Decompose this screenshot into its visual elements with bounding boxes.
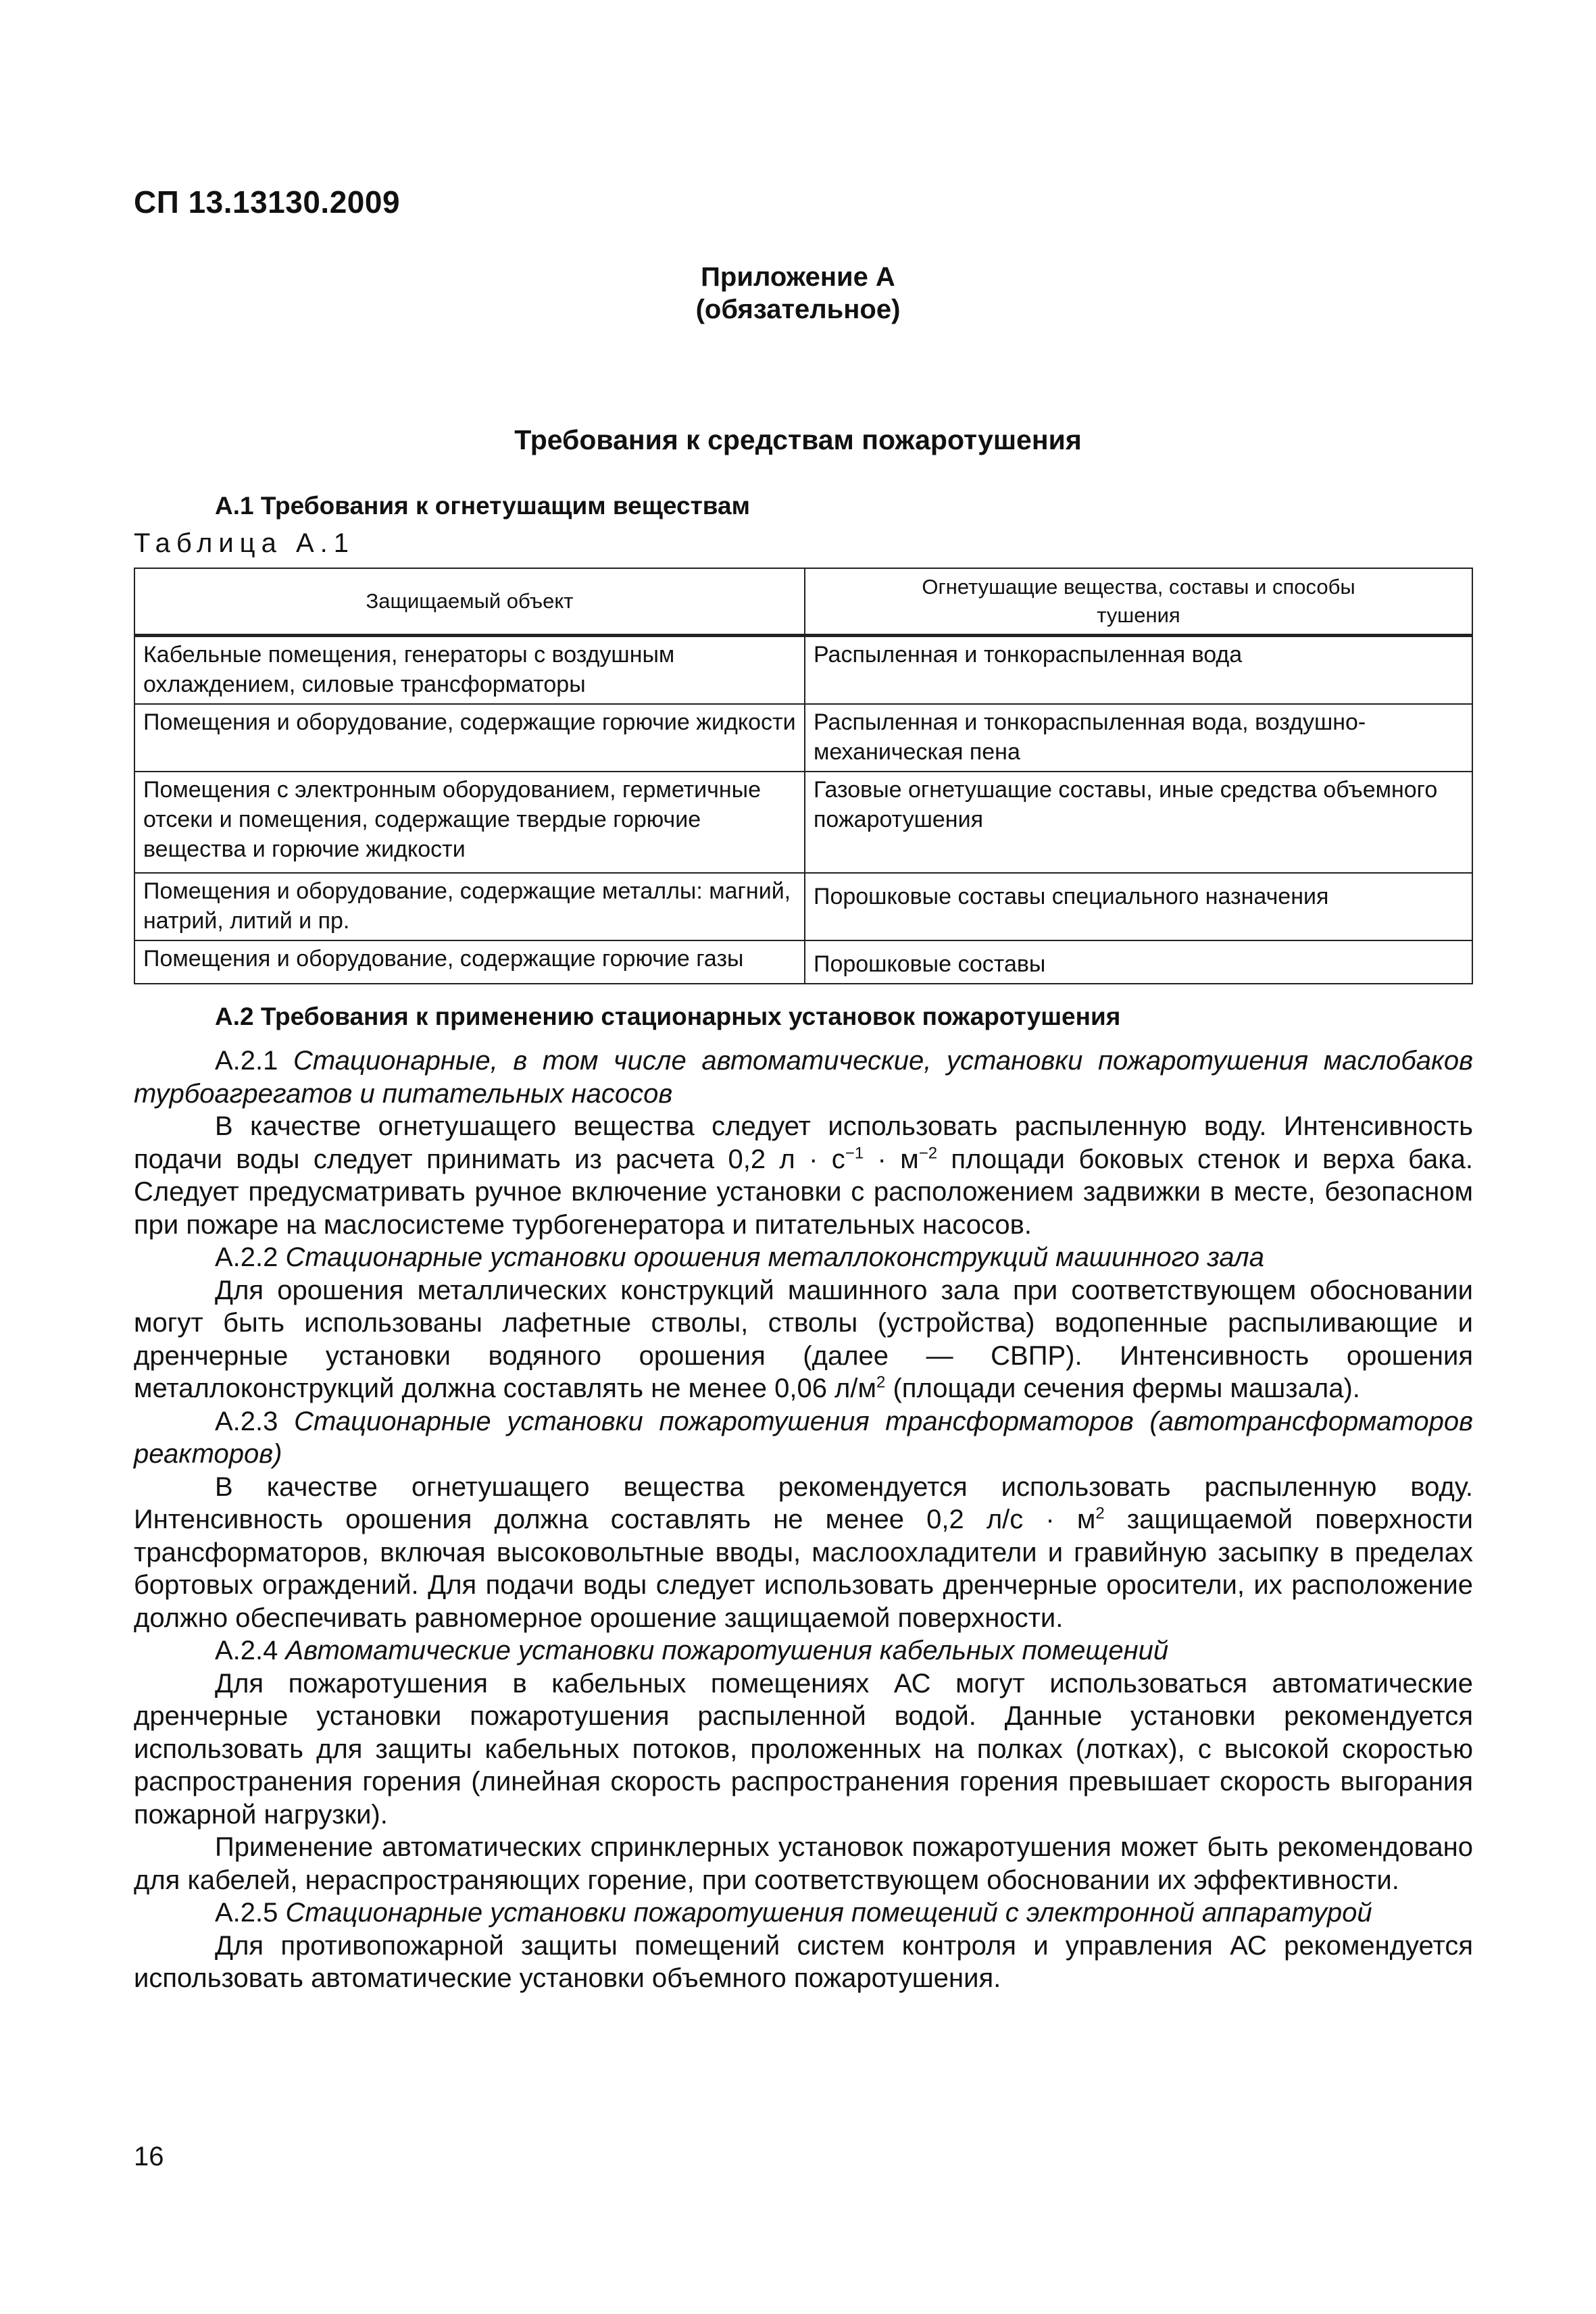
table-cell-object: Помещения и оборудование, содержащие горючие газы: [134, 940, 805, 984]
clause-title: Стационарные, в том числе автоматические, установки пожаротушения маслобаков турбоагрегатов и питательных насосов: [134, 1046, 1473, 1109]
paragraph-text: (площади сечения фермы машзала).: [885, 1374, 1360, 1403]
table-cell-object: Помещения с электронным оборудованием, герметичные отсеки и помещения, содержащие твердые горючие вещества и горючие жидкости: [134, 772, 805, 873]
table-row: [134, 940, 1472, 984]
clause-number: А.2.2: [215, 1242, 278, 1272]
superscript: −1: [845, 1144, 864, 1163]
table-cell-agent: Распыленная и тонкораспыленная вода: [805, 636, 1472, 705]
clause-number: А.2.3: [215, 1406, 278, 1436]
extinguishing-agents-table: [134, 568, 1473, 984]
paragraph: [134, 1110, 1473, 1241]
section-heading-a2: А.2 Требования к применению стационарных установок пожаротушения: [215, 1003, 1121, 1030]
clause-title: Стационарные установки орошения металлоконструкций машинного зала: [285, 1242, 1264, 1272]
table-row: [134, 772, 1472, 873]
column-header-agents: Огнетушащие вещества, составы и способы тушения: [805, 568, 1472, 636]
clause-number: А.2.1: [215, 1046, 278, 1076]
section-a2-body: [134, 1045, 1473, 1995]
clause-number: А.2.4: [215, 1636, 278, 1665]
clause-number: А.2.5: [215, 1898, 278, 1928]
paragraph: Для противопожарной защиты помещений систем контроля и управления АС рекомендуется использовать автоматические установки объемного пожаротушения.: [134, 1930, 1473, 1993]
table-row: [134, 873, 1472, 940]
paragraph: Применение автоматических спринклерных установок пожаротушения может быть рекомендовано для кабелей, нераспространяющих горение, при соответствующем обосновании их эффективности.: [134, 1832, 1473, 1895]
superscript: 2: [876, 1373, 886, 1392]
paragraph: [134, 1471, 1473, 1635]
clause-a-2-1-heading: [134, 1045, 1473, 1110]
clause-title: Стационарные установки пожаротушения помещений с электронной аппаратурой: [285, 1898, 1372, 1928]
table-row: [134, 704, 1472, 772]
superscript: −2: [918, 1144, 938, 1163]
table-cell-object: Помещения и оборудование, содержащие металлы: магний, натрий, литий и пр.: [134, 873, 805, 940]
page-title: Требования к средствам пожаротушения: [514, 424, 1082, 455]
paragraph-text: В качестве огнетушащего вещества рекомендуется использовать распыленную воду. Интенсивность орошения должна составлять не менее 0,2 л/с · м: [134, 1472, 1473, 1534]
superscript: 2: [1095, 1504, 1105, 1523]
clause-title: Стационарные установки пожаротушения трансформаторов (автотрансформаторов реакторов): [134, 1406, 1473, 1469]
table-cell-agent: Порошковые составы специального назначения: [805, 873, 1472, 940]
clause-a-2-5-heading: [134, 1896, 1473, 1930]
clause-a-2-2-heading: [134, 1241, 1473, 1274]
table-cell-agent: Газовые огнетушащие составы, иные средства объемного пожаротушения: [805, 772, 1472, 873]
paragraph: [134, 1274, 1473, 1405]
clause-a-2-3-heading: [134, 1405, 1473, 1471]
table-caption: Таблица А.1: [134, 528, 355, 558]
column-header-object: Защищаемый объект: [134, 568, 805, 636]
section-heading-a1: А.1 Требования к огнетушащим веществам: [215, 492, 750, 520]
paragraph-text: Для орошения металлических конструкций машинного зала при соответствующем обосновании могут быть использованы лафетные стволы, стволы (устройства) водопенные распыливающие и дренчерные установки водяного орошения (далее — СВПР). Интенсивность орошения металлоконструкций должна составлять не менее 0,06 л/м: [134, 1275, 1473, 1403]
clause-a-2-4-heading: [134, 1634, 1473, 1667]
paragraph-text: · м: [864, 1144, 919, 1174]
annex-title: Приложение А: [701, 262, 895, 292]
clause-title: Автоматические установки пожаротушения кабельных помещений: [285, 1636, 1169, 1665]
document-code: СП 13.13130.2009: [134, 184, 401, 220]
table-cell-agent: Порошковые составы: [805, 940, 1472, 984]
table-cell-agent: Распыленная и тонкораспыленная вода, воздушно-механическая пена: [805, 704, 1472, 772]
table-row: [134, 636, 1472, 705]
paragraph-text: площади боковых стенок и верха бака. Следует предусматривать ручное включение установки с расположением задвижки в месте, безопасном при пожаре на маслосистеме турбогенератора и питательных насосов.: [134, 1144, 1474, 1240]
table-cell-object: Кабельные помещения, генераторы с воздушным охлаждением, силовые трансформаторы: [134, 636, 805, 705]
table-header-row: [134, 568, 1472, 636]
page-number: 16: [134, 2142, 164, 2171]
paragraph-text: защищаемой поверхности трансформаторов, включая высоковольтные вводы, маслоохладители и гравийную засыпку в пределах бортовых ограждений. Для подачи воды следует использовать дренчерные оросители, их расположение должно обеспечивать равномерное орошение защищаемой поверхности.: [134, 1505, 1473, 1633]
table-cell-object: Помещения и оборудование, содержащие горючие жидкости: [134, 704, 805, 772]
annex-subtitle: (обязательное): [695, 295, 901, 324]
paragraph: Для пожаротушения в кабельных помещениях АС могут использоваться автоматические дренчерные установки пожаротушения распыленной водой. Данные установки рекомендуется использовать для защиты кабельных потоков, проложенных на полках (лотках), с высокой скоростью распространения горения (линейная скорость распространения горения превышает скорость выгорания пожарной нагрузки).: [134, 1668, 1473, 1830]
paragraph-text: В качестве огнетушащего вещества следует использовать распыленную воду. Интенсивность подачи воды следует принимать из расчета 0,2 л · с: [134, 1111, 1473, 1174]
